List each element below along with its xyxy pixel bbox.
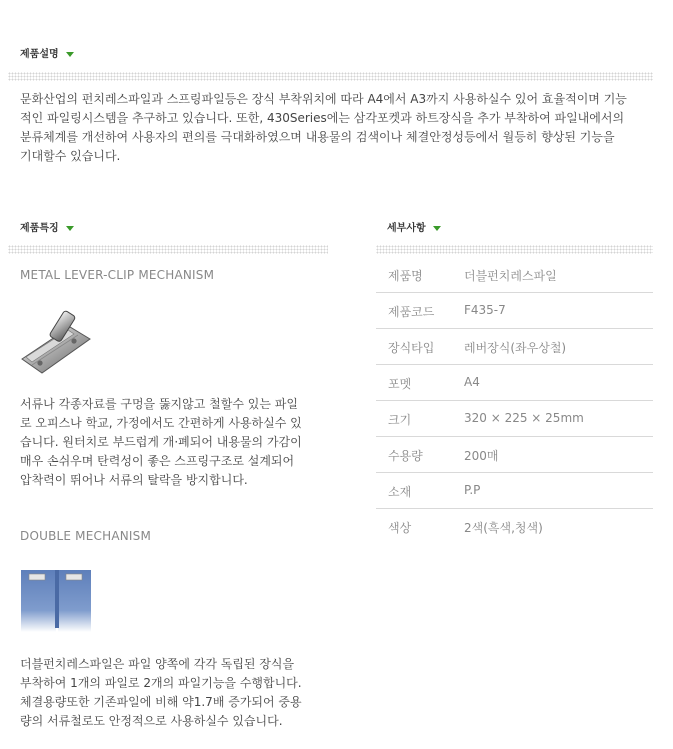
specs-title	[387, 219, 441, 234]
spec-row	[376, 472, 653, 509]
description-line: 문화산업의 펀치레스파일과 스프링파일등은 장식 부착위치에 따라 A4에서 A3까지 사용하실수 있어 효율적이며 기능	[20, 92, 627, 106]
features-title-text: 제품특징	[20, 223, 59, 234]
spec-value: 2색(흑색,청색)	[464, 521, 543, 535]
description-line: 분류체계를 개선하여 사용자의 편의를 극대화하였으며 내용물의 검색이나 체결안정성등에서 월등히 향상된 기능을	[20, 130, 615, 144]
spec-row	[376, 292, 653, 329]
specs-title-text: 세부사항	[387, 223, 426, 234]
feature-line: 량의 서류철로도 안정적으로 사용하실수 있습니다.	[20, 714, 283, 728]
spec-value: A4	[464, 375, 480, 389]
description-title	[20, 45, 74, 60]
feature-line: 습니다. 원터치로 부드럽게 개·폐되어 내용물의 가감이	[20, 435, 302, 449]
feature-heading: METAL LEVER-CLIP MECHANISM	[20, 268, 215, 282]
feature-line: 압착력이 뛰어나 서류의 탈락을 방지합니다.	[20, 473, 248, 487]
spec-row	[376, 508, 653, 544]
dotted-divider	[376, 245, 653, 254]
features-title	[20, 219, 74, 234]
spec-label: 제품코드	[388, 305, 435, 319]
spec-value: 320 × 225 × 25mm	[464, 411, 584, 425]
spec-label: 수용량	[388, 449, 423, 463]
spec-value: 더블펀치레스파일	[464, 269, 557, 283]
feature-line: 서류나 각종자료를 구멍을 뚫지않고 철할수 있는 파일	[20, 397, 298, 411]
description-text	[20, 90, 660, 166]
feature-line: 체결용량또한 기존파일에 비해 약1.7배 증가되어 중용	[20, 695, 302, 709]
spec-row	[376, 400, 653, 437]
feature-line: 로 오피스나 학교, 가정에서도 간편하게 사용하실수 있	[20, 416, 302, 430]
spec-value: F435-7	[464, 303, 506, 317]
feature-heading: DOUBLE MECHANISM	[20, 529, 152, 543]
spec-row	[376, 364, 653, 401]
lever-clip-image	[18, 305, 94, 377]
spec-label: 색상	[388, 521, 412, 535]
triangle-down-icon	[433, 226, 441, 231]
spec-label: 포멧	[388, 377, 412, 391]
feature-line: 더블펀치레스파일은 파일 양쪽에 각각 독립된 장식을	[20, 657, 295, 671]
spec-label: 크기	[388, 413, 412, 427]
feature-line: 부착하여 1개의 파일로 2개의 파일기능을 수행합니다.	[20, 676, 302, 690]
spec-row	[376, 436, 653, 473]
triangle-down-icon	[66, 52, 74, 57]
spec-label: 제품명	[388, 269, 423, 283]
description-line: 적인 파일링시스템을 추구하고 있습니다. 또한, 430Series에는 삼각포켓과 하트장식을 추가 부착하여 파일내에서의	[20, 111, 625, 125]
dotted-divider	[8, 72, 653, 81]
spec-label: 소재	[388, 485, 412, 499]
spec-value: 레버장식(좌우상철)	[464, 341, 567, 355]
description-line: 기대할수 있습니다.	[20, 149, 121, 163]
dotted-divider	[8, 245, 328, 254]
spec-row	[376, 256, 653, 293]
feature-line: 매우 손쉬우며 탄력성이 좋은 스프링구조로 설계되어	[20, 454, 295, 468]
spec-value: P.P	[464, 483, 481, 497]
spec-row	[376, 328, 653, 365]
double-file-image	[18, 566, 94, 636]
spec-label: 장식타입	[388, 341, 435, 355]
spec-value: 200매	[464, 449, 499, 463]
triangle-down-icon	[66, 226, 74, 231]
feature-text	[20, 395, 330, 490]
description-title-text: 제품설명	[20, 49, 59, 60]
feature-text	[20, 655, 330, 731]
